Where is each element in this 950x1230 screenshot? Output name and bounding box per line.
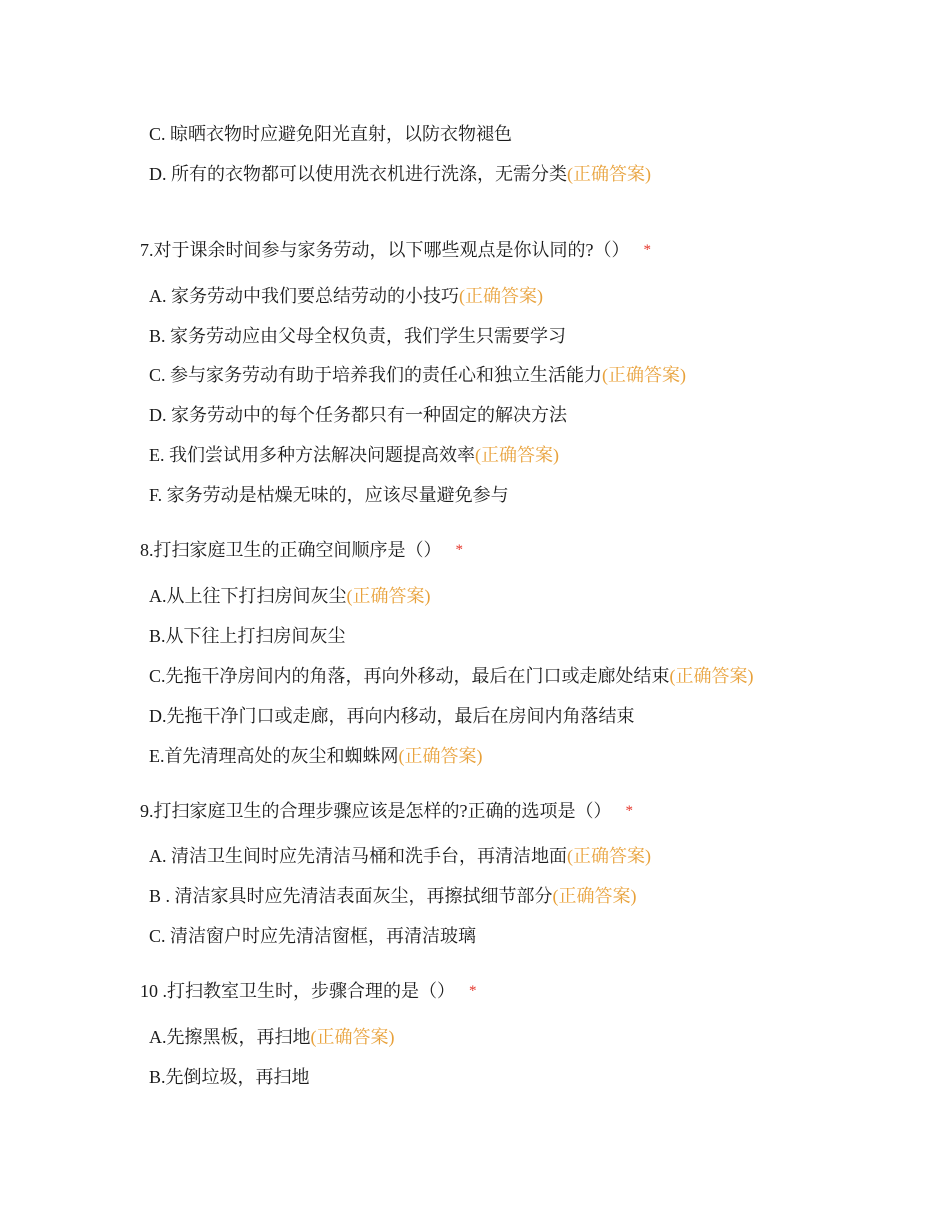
option-text: B. 家务劳动应由父母全权负责，我们学生只需要学习 — [149, 326, 567, 346]
correct-answer-mark: (正确答案) — [310, 1027, 395, 1047]
option-text: F. 家务劳动是枯燥无味的，应该尽量避免参与 — [149, 485, 509, 505]
option-text: B . 清洁家具时应先清洁表面灰尘，再擦拭细节部分 — [149, 886, 553, 906]
question-8-title — [140, 538, 463, 564]
option-text: A.从上往下打扫房间灰尘 — [149, 586, 347, 606]
option-7-d — [149, 403, 567, 427]
option-text: C. 清洁窗户时应先清洁窗框，再清洁玻璃 — [149, 926, 477, 946]
option-text: A. 清洁卫生间时应先清洁马桶和洗手台，再清洁地面 — [149, 846, 567, 866]
required-asterisk: * — [469, 983, 477, 999]
required-asterisk: * — [455, 542, 463, 558]
option-10-a — [149, 1025, 395, 1049]
question-text: 10 .打扫教室卫生时，步骤合理的是（） — [140, 981, 455, 1001]
correct-answer-mark: (正确答案) — [567, 846, 651, 866]
correct-answer-mark: (正确答案) — [567, 164, 651, 184]
option-text: C.先拖干净房间内的角落，再向外移动，最后在门口或走廊处结束 — [149, 666, 670, 686]
option-7-c — [149, 363, 686, 387]
correct-answer-mark: (正确答案) — [669, 666, 754, 686]
question-7-title — [140, 238, 651, 264]
option-text: E.首先清理高处的灰尘和蜘蛛网 — [149, 746, 399, 766]
correct-answer-mark: (正确答案) — [398, 746, 483, 766]
question-9-title — [140, 799, 633, 825]
option-text: C. 晾晒衣物时应避免阳光直射，以防衣物褪色 — [149, 124, 513, 144]
option-7-f — [149, 483, 509, 507]
question-text: 9.打扫家庭卫生的合理步骤应该是怎样的?正确的选项是（） — [140, 801, 612, 821]
option-7-b — [149, 324, 566, 348]
option-8-a — [149, 584, 431, 608]
option-text: B.从下往上打扫房间灰尘 — [149, 626, 346, 646]
question-text: 8.打扫家庭卫生的正确空间顺序是（） — [140, 540, 442, 560]
correct-answer-mark: (正确答案) — [602, 365, 687, 385]
correct-answer-mark: (正确答案) — [346, 586, 431, 606]
option-6-c — [149, 122, 512, 146]
option-9-a — [149, 844, 651, 868]
option-7-e — [149, 443, 559, 467]
option-text: A.先擦黑板，再扫地 — [149, 1027, 311, 1047]
required-asterisk: * — [643, 242, 651, 258]
option-text: C. 参与家务劳动有助于培养我们的责任心和独立生活能力 — [149, 365, 603, 385]
option-text: B.先倒垃圾，再扫地 — [149, 1067, 310, 1087]
option-9-c — [149, 924, 476, 948]
question-text: 7.对于课余时间参与家务劳动，以下哪些观点是你认同的?（） — [140, 240, 630, 260]
option-8-d — [149, 704, 635, 728]
required-asterisk: * — [625, 803, 633, 819]
option-text: D. 家务劳动中的每个任务都只有一种固定的解决方法 — [149, 405, 567, 425]
option-10-b — [149, 1065, 310, 1089]
option-8-b — [149, 624, 346, 648]
question-10-title — [140, 979, 477, 1005]
option-text: D. 所有的衣物都可以使用洗衣机进行洗涤，无需分类 — [149, 164, 567, 184]
correct-answer-mark: (正确答案) — [459, 286, 543, 306]
option-6-d — [149, 162, 651, 186]
option-text: D.先拖干净门口或走廊，再向内移动，最后在房间内角落结束 — [149, 706, 635, 726]
option-7-a — [149, 284, 543, 308]
correct-answer-mark: (正确答案) — [552, 886, 637, 906]
option-text: A. 家务劳动中我们要总结劳动的小技巧 — [149, 286, 459, 306]
option-9-b — [149, 884, 637, 908]
correct-answer-mark: (正确答案) — [475, 445, 559, 465]
option-8-e — [149, 744, 483, 768]
option-text: E. 我们尝试用多种方法解决问题提高效率 — [149, 445, 475, 465]
option-8-c — [149, 664, 754, 688]
